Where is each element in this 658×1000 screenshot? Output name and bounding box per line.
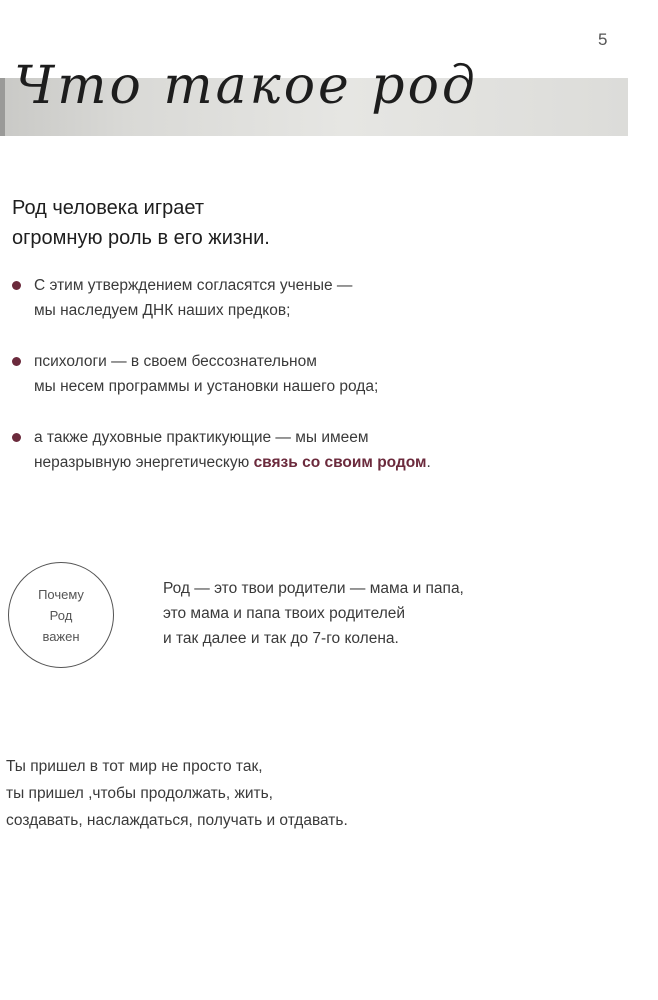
title-band-edge xyxy=(0,78,5,136)
bullet-text: неразрывную энергетическую xyxy=(34,454,254,471)
bullet-line: С этим утверждением согласятся ученые — xyxy=(34,277,353,294)
closing-line-1: Ты пришел в тот мир не просто так, xyxy=(6,758,263,775)
intro-heading xyxy=(12,193,270,253)
bullet-text-end: . xyxy=(426,454,431,471)
bullet-line xyxy=(0,450,520,475)
list-item xyxy=(0,349,520,399)
why-text-line-2: это мама и папа твоих родителей xyxy=(163,605,406,622)
why-text xyxy=(163,576,464,651)
bullet-dot-icon xyxy=(12,433,21,442)
why-text-line-3: и так далее и так до 7-го колена. xyxy=(163,630,399,647)
list-item xyxy=(0,273,520,323)
page-number: 5 xyxy=(598,30,608,49)
closing-line-3: создавать, наслаждаться, получать и отдавать. xyxy=(6,812,348,829)
bullet-line: мы несем программы и установки нашего рода; xyxy=(34,378,379,395)
highlighted-phrase: связь со своим родом xyxy=(253,454,427,471)
why-badge-line-3: важен xyxy=(42,628,80,644)
bullet-dot-icon xyxy=(12,281,21,290)
why-badge xyxy=(8,562,114,668)
closing-line-2: ты пришел ,чтобы продолжать, жить, xyxy=(6,785,273,802)
intro-line-2: огромную роль в его жизни. xyxy=(12,227,270,249)
closing-paragraph xyxy=(6,753,348,834)
bullet-line: мы наследуем ДНК наших предков; xyxy=(34,302,291,319)
bullet-dot-icon xyxy=(12,357,21,366)
bullet-line: а также духовные практикующие — мы имеем xyxy=(34,429,369,446)
bullet-line: психологи — в своем бессознательном xyxy=(34,353,317,370)
page-title: Что такое род xyxy=(14,56,478,116)
why-text-line-1: Род — это твои родители — мама и папа, xyxy=(163,580,464,597)
why-badge-line-2: Род xyxy=(49,607,73,623)
why-badge-line-1: Почему xyxy=(38,586,84,602)
intro-line-1: Род человека играет xyxy=(12,197,204,219)
list-item xyxy=(0,425,520,475)
